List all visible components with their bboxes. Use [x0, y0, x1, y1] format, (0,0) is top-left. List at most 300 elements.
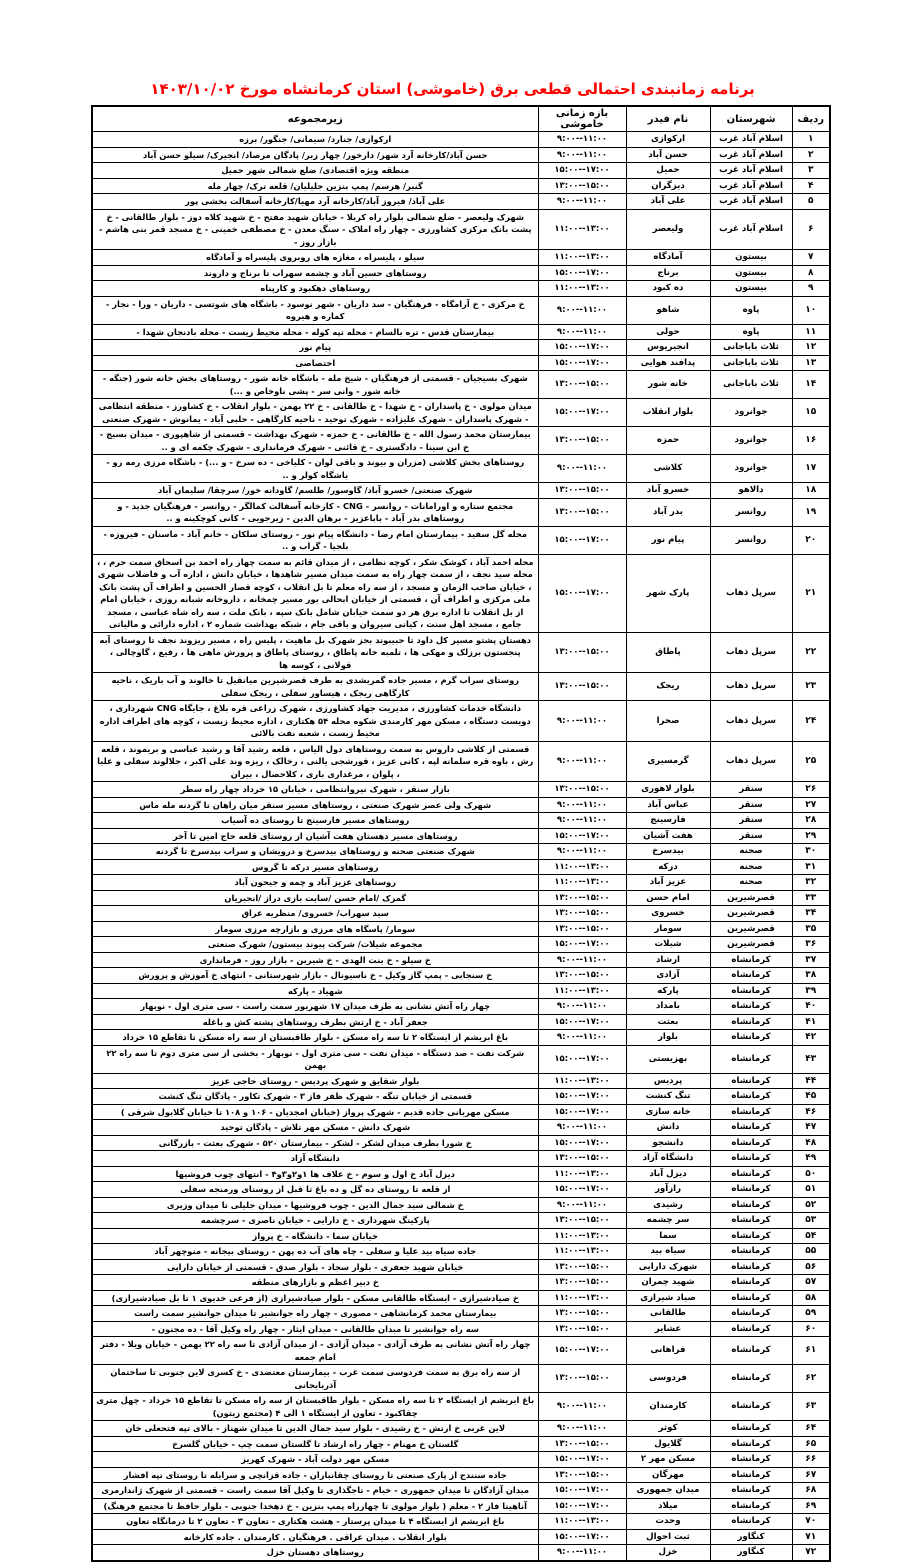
time-range-cell: ۱۱:۰۰--۱۳:۰۰	[538, 875, 626, 891]
county-cell: اسلام آباد غرب	[710, 209, 792, 250]
county-cell: جوانرود	[710, 455, 792, 483]
county-cell: کرمانشاه	[710, 1228, 792, 1244]
table-row	[92, 209, 830, 250]
county-cell: کرمانشاه	[710, 1321, 792, 1337]
subdivision-cell: باغ ابریشم از ایستگاه ۴ تا میدان پرستار - هشت هکتاری - تعاون ۳ - تعاون ۲ تا درمانگاه تعاون	[92, 1514, 538, 1530]
subdivision-cell: لاین غربی خ ارتش - خ رشیدی - بلوار سید جمال الدین تا میدان شهناز - بالای تپه فتحعلی خان	[92, 1421, 538, 1437]
county-cell: کرمانشاه	[710, 1135, 792, 1151]
subdivision-cell: شهرک دانش - مسکن مهر تلاش - پادگان توحید	[92, 1120, 538, 1136]
subdivision-cell: پیام نور	[92, 340, 538, 356]
row-number-cell: ۴۲	[792, 1030, 830, 1046]
row-number-cell: ۳۹	[792, 983, 830, 999]
county-cell: کرمانشاه	[710, 1259, 792, 1275]
time-range-cell: ۱۱:۰۰--۱۳:۰۰	[538, 983, 626, 999]
feeder-cell: پارک شهر	[626, 554, 710, 632]
table-row	[92, 1452, 830, 1468]
subdivision-cell: قسمتی از خیابان تنگه - شهرک ظفر فاز ۳ - شهرک تکاور - پادگان تنگ کنشت	[92, 1089, 538, 1105]
row-number-cell: ۴۶	[792, 1104, 830, 1120]
row-number-cell: ۳۰	[792, 844, 830, 860]
subdivision-cell: قسمتی از کلاشی داروس به سمت روستاهای دول الیاس ، قلعه رشید آقا و رشید عباسی و بریموند ، قلعه رش ، باوه قره سلمانه لپه ، کانی عزیز ، قورشجی یالنی ، رخالک ، ریزه وند علی اکبر ، جلالوند سفلی و علیا ، پلوان ، مرغداری باری ، کلاحصال ، بیران	[92, 741, 538, 782]
county-cell: صحنه	[710, 859, 792, 875]
feeder-cell: سیاه بید	[626, 1244, 710, 1260]
row-number-cell: ۴۹	[792, 1151, 830, 1167]
time-range-cell: ۱۱:۰۰--۱۳:۰۰	[538, 1244, 626, 1260]
county-cell: روانسر	[710, 498, 792, 526]
feeder-cell: شهرک دارایی	[626, 1259, 710, 1275]
table-row	[92, 952, 830, 968]
subdivision-cell: خ سیلو - خ بنت الهدی - خ شیرین - بازار روز - فرمانداری	[92, 952, 538, 968]
time-range-cell: ۱۳:۰۰--۱۵:۰۰	[538, 427, 626, 455]
row-number-cell: ۵۱	[792, 1182, 830, 1198]
row-number-cell: ۳۶	[792, 937, 830, 953]
time-range-cell: ۹:۰۰--۱۱:۰۰	[538, 741, 626, 782]
feeder-cell: صحرا	[626, 701, 710, 742]
row-number-cell: ۵۴	[792, 1228, 830, 1244]
county-cell: کرمانشاه	[710, 1213, 792, 1229]
column-header-subdivision: زیرمجموعه	[92, 106, 538, 132]
row-number-cell: ۸	[792, 265, 830, 281]
subdivision-cell: بازار سنقر ، شهرک نیروانتظامی ، خیابان ۱۵ خرداد چهار راه سطر	[92, 782, 538, 798]
time-range-cell: ۹:۰۰--۱۱:۰۰	[538, 1421, 626, 1437]
county-cell: ثلاث باباجانی	[710, 340, 792, 356]
table-row	[92, 132, 830, 148]
feeder-cell: سر چشمه	[626, 1213, 710, 1229]
row-number-cell: ۳۴	[792, 906, 830, 922]
row-number-cell: ۶۰	[792, 1321, 830, 1337]
feeder-cell: شیلات	[626, 937, 710, 953]
table-row	[92, 498, 830, 526]
time-range-cell: ۱۳:۰۰--۱۵:۰۰	[538, 782, 626, 798]
time-range-cell: ۱۵:۰۰--۱۷:۰۰	[538, 1014, 626, 1030]
table-row	[92, 1259, 830, 1275]
county-cell: پاوه	[710, 296, 792, 324]
row-number-cell: ۴۱	[792, 1014, 830, 1030]
county-cell: کرمانشاه	[710, 983, 792, 999]
county-cell: اسلام آباد غرب	[710, 132, 792, 148]
subdivision-cell: جعفر آباد - خ ارتش بطرف روستاهای پشته کش و باغله	[92, 1014, 538, 1030]
time-range-cell: ۱۵:۰۰--۱۷:۰۰	[538, 1452, 626, 1468]
table-row	[92, 875, 830, 891]
table-row	[92, 1467, 830, 1483]
row-number-cell: ۳۵	[792, 921, 830, 937]
table-row	[92, 296, 830, 324]
table-row	[92, 194, 830, 210]
feeder-cell: مهرگان	[626, 1467, 710, 1483]
table-row	[92, 1045, 830, 1073]
subdivision-cell: خ شورا بطرف میدان لشکر - لشکر - بیمارستان ۵۲۰ - شهرک بعثت - بازرگانی	[92, 1135, 538, 1151]
table-row	[92, 399, 830, 427]
table-row	[92, 1483, 830, 1499]
county-cell: کرمانشاه	[710, 1290, 792, 1306]
time-range-cell: ۹:۰۰--۱۱:۰۰	[538, 797, 626, 813]
feeder-cell: بلوار انقلاب	[626, 399, 710, 427]
feeder-cell: رشیدی	[626, 1197, 710, 1213]
time-range-cell: ۱۳:۰۰--۱۵:۰۰	[538, 1365, 626, 1393]
row-number-cell: ۵۶	[792, 1259, 830, 1275]
county-cell: سرپل ذهاب	[710, 701, 792, 742]
time-range-cell: ۹:۰۰--۱۱:۰۰	[538, 701, 626, 742]
row-number-cell: ۲۹	[792, 828, 830, 844]
time-range-cell: ۹:۰۰--۱۱:۰۰	[538, 999, 626, 1015]
county-cell: کرمانشاه	[710, 1483, 792, 1499]
row-number-cell: ۶۵	[792, 1436, 830, 1452]
time-range-cell: ۱۵:۰۰--۱۷:۰۰	[538, 1089, 626, 1105]
table-row	[92, 178, 830, 194]
feeder-cell: پدافند هوایی	[626, 355, 710, 371]
table-row	[92, 890, 830, 906]
time-range-cell: ۱۱:۰۰--۱۳:۰۰	[538, 1290, 626, 1306]
county-cell: سنقر	[710, 813, 792, 829]
county-cell: کرمانشاه	[710, 1393, 792, 1421]
row-number-cell: ۱۵	[792, 399, 830, 427]
subdivision-cell: شهرک صنعتی صحنه و روستاهای بیدسرخ و درویشان و سراب بیدسرخ تا گردنه	[92, 844, 538, 860]
feeder-cell: صیاد شیرازی	[626, 1290, 710, 1306]
subdivision-cell: جاده سیاه بید علیا و سفلی - چاه های آب ده پهن - روستای بیجانه - منوچهر آباد	[92, 1244, 538, 1260]
time-range-cell: ۹:۰۰--۱۱:۰۰	[538, 844, 626, 860]
subdivision-cell: دانشگاه خدمات کشاورزی ، مدیریت جهاد کشاورزی ، شهرک زراعی قره بلاغ ، جایگاه CNG شهرداری ، دویست دستگاه ، مسکن مهر کارمندی شکوه محله ۵۴ هکتاری ، اداره محیط زیست ، کوچه های اطراف اداره محیط زیست ، شعبه نفت بالائی	[92, 701, 538, 742]
county-cell: کرمانشاه	[710, 952, 792, 968]
table-row	[92, 483, 830, 499]
subdivision-cell: مجموعه شیلات/ شرکت پیوند بیستون/ شهرک صنعتی	[92, 937, 538, 953]
table-row	[92, 673, 830, 701]
feeder-cell: آمادگاه	[626, 250, 710, 266]
row-number-cell: ۳۳	[792, 890, 830, 906]
feeder-cell: رازآور	[626, 1182, 710, 1198]
row-number-cell: ۱۰	[792, 296, 830, 324]
table-row	[92, 859, 830, 875]
time-range-cell: ۱۱:۰۰--۱۳:۰۰	[538, 209, 626, 250]
county-cell: کرمانشاه	[710, 1365, 792, 1393]
row-number-cell: ۵۵	[792, 1244, 830, 1260]
subdivision-cell: شرکت نفت - صد دستگاه - میدان نفت - سی متری اول - نوبهار - بخشی از سی متری دوم تا سه راه ۲۲ بهمن	[92, 1045, 538, 1073]
table-row	[92, 1073, 830, 1089]
time-range-cell: ۹:۰۰--۱۱:۰۰	[538, 1393, 626, 1421]
county-cell: کرمانشاه	[710, 1514, 792, 1530]
county-cell: کرمانشاه	[710, 1197, 792, 1213]
time-range-cell: ۱۳:۰۰--۱۵:۰۰	[538, 1321, 626, 1337]
table-row	[92, 554, 830, 632]
column-header-county: شهرستان	[710, 106, 792, 132]
county-cell: صحنه	[710, 844, 792, 860]
row-number-cell: ۲۲	[792, 632, 830, 673]
table-row	[92, 937, 830, 953]
subdivision-cell: منطقه ویژه اقتصادی/ ضلع شمالی شهر حمیل	[92, 163, 538, 179]
feeder-cell: بلوار لاهوری	[626, 782, 710, 798]
feeder-cell: ده کبود	[626, 281, 710, 297]
subdivision-cell: سومار/ پاسگاه های مرزی و بازارچه مرزی سومار	[92, 921, 538, 937]
feeder-cell: پردیس	[626, 1073, 710, 1089]
subdivision-cell: خ مرکزی - خ آرامگاه - فرهنگیان - سد داریان - شهر نوسود - باشگاه های شوتسی - داریان - ورا - نجار - کماره و هیروه	[92, 296, 538, 324]
county-cell: سرپل ذهاب	[710, 673, 792, 701]
feeder-cell: ثبت احوال	[626, 1529, 710, 1545]
subdivision-cell: دیزل آباد خ اول و سوم - خ علاف ها ۱و۲و۳و۴ - انتهای چوب فروشیها	[92, 1166, 538, 1182]
feeder-cell: طالقانی	[626, 1306, 710, 1322]
table-row	[92, 1436, 830, 1452]
subdivision-cell: ارکوازی/ جنارد/ سیمانی/ جنگور/ برزه	[92, 132, 538, 148]
row-number-cell: ۳۲	[792, 875, 830, 891]
row-number-cell: ۴۴	[792, 1073, 830, 1089]
feeder-cell: علی آباد	[626, 194, 710, 210]
row-number-cell: ۱۸	[792, 483, 830, 499]
row-number-cell: ۳	[792, 163, 830, 179]
county-cell: کرمانشاه	[710, 1275, 792, 1291]
subdivision-cell: بلوار شقایق و شهرک پردیس - روستای حاجی عزیز	[92, 1073, 538, 1089]
row-number-cell: ۶۲	[792, 1365, 830, 1393]
table-row	[92, 355, 830, 371]
row-number-cell: ۴	[792, 178, 830, 194]
feeder-cell: میدان جمهوری	[626, 1483, 710, 1499]
county-cell: کرمانشاه	[710, 1151, 792, 1167]
row-number-cell: ۳۷	[792, 952, 830, 968]
feeder-cell: ولیعصر	[626, 209, 710, 250]
subdivision-cell: خ دبیر اعظم و بازارهای منطقه	[92, 1275, 538, 1291]
time-range-cell: ۱۱:۰۰--۱۳:۰۰	[538, 281, 626, 297]
feeder-cell: بلوار	[626, 1030, 710, 1046]
county-cell: کرمانشاه	[710, 1045, 792, 1073]
row-number-cell: ۵۲	[792, 1197, 830, 1213]
county-cell: کرمانشاه	[710, 1089, 792, 1105]
table-row	[92, 265, 830, 281]
time-range-cell: ۹:۰۰--۱۱:۰۰	[538, 813, 626, 829]
county-cell: قصرشیرین	[710, 937, 792, 953]
feeder-cell: خسرو آباد	[626, 483, 710, 499]
subdivision-cell: روستاهای حسین آباد و چشمه سهراب تا برناج و داروند	[92, 265, 538, 281]
table-row	[92, 1421, 830, 1437]
time-range-cell: ۹:۰۰--۱۱:۰۰	[538, 1197, 626, 1213]
feeder-cell: پیام نور	[626, 526, 710, 554]
subdivision-cell: اختصاصی	[92, 355, 538, 371]
row-number-cell: ۴۷	[792, 1120, 830, 1136]
county-cell: صحنه	[710, 875, 792, 891]
county-cell: کرمانشاه	[710, 1104, 792, 1120]
subdivision-cell: باغ ابریشم از ایستگاه ۲ تا سه راه مسکن - بلوار طاقبستان از سه راه مسکن تا تقاطع ۱۵ خرداد	[92, 1030, 538, 1046]
feeder-cell: عشایر	[626, 1321, 710, 1337]
feeder-cell: خانه سازی	[626, 1104, 710, 1120]
table-row	[92, 1089, 830, 1105]
time-range-cell: ۱۳:۰۰--۱۵:۰۰	[538, 371, 626, 399]
table-row	[92, 1529, 830, 1545]
subdivision-cell: چهار راه آتش نشانی به طرف آزادی - میدان آزادی - از میدان آزادی تا سه راه ۲۲ بهمن - خیابان ویلا - دفتر امام جمعه	[92, 1337, 538, 1365]
subdivision-cell: میدان آزادگان تا میدان جمهوری - خیام - تاجگذاری تا وکیل آقا سمت راست - قسمتی از شهرک ژاندارمری	[92, 1483, 538, 1499]
table-row	[92, 1306, 830, 1322]
subdivision-cell: خ سنجابی - پمپ گاز وکیل - خ ناسیونال - بازار شهرستانی - انتهای خ آموزش و پرورش	[92, 968, 538, 984]
time-range-cell: ۹:۰۰--۱۱:۰۰	[538, 296, 626, 324]
county-cell: قصرشیرین	[710, 890, 792, 906]
subdivision-cell: محله گل سفید - بیمارستان امام رضا - دانشگاه پیام نور - روستای سلکان - خانم آباد - ماسنان - فیروزه - بلجیا - گراب و ..	[92, 526, 538, 554]
feeder-cell: پاطاق	[626, 632, 710, 673]
county-cell: کرمانشاه	[710, 1467, 792, 1483]
row-number-cell: ۴۸	[792, 1135, 830, 1151]
table-row	[92, 999, 830, 1015]
row-number-cell: ۷۰	[792, 1514, 830, 1530]
feeder-cell: انجیریوس	[626, 340, 710, 356]
feeder-cell: فارسینج	[626, 813, 710, 829]
row-number-cell: ۶۶	[792, 1452, 830, 1468]
county-cell: کرمانشاه	[710, 1120, 792, 1136]
subdivision-cell: روستای سراب گرم ، مسیر جاده گمریشدی به طرف قصرشیرین میانقیل تا خالوند و آب باریک ، ناحیه کارگاهی ریجک ، هیساور سفلی ، ریجک سفلی	[92, 673, 538, 701]
row-number-cell: ۱۲	[792, 340, 830, 356]
county-cell: کرمانشاه	[710, 1436, 792, 1452]
feeder-cell: تنگ کنشت	[626, 1089, 710, 1105]
feeder-cell: سومار	[626, 921, 710, 937]
header-row	[92, 106, 830, 132]
row-number-cell: ۱۳	[792, 355, 830, 371]
feeder-cell: ریجک	[626, 673, 710, 701]
table-row	[92, 1120, 830, 1136]
county-cell: کرمانشاه	[710, 1073, 792, 1089]
subdivision-cell: خ شمالی سید جمال الدین - چوب فروشیها - میدان جلیلی تا میدان وزیری	[92, 1197, 538, 1213]
table-row	[92, 1213, 830, 1229]
time-range-cell: ۱۵:۰۰--۱۷:۰۰	[538, 1135, 626, 1151]
time-range-cell: ۱۱:۰۰--۱۳:۰۰	[538, 859, 626, 875]
feeder-cell: دانش	[626, 1120, 710, 1136]
time-range-cell: ۱۵:۰۰--۱۷:۰۰	[538, 163, 626, 179]
row-number-cell: ۵۰	[792, 1166, 830, 1182]
time-range-cell: ۱۳:۰۰--۱۵:۰۰	[538, 890, 626, 906]
county-cell: سرپل ذهاب	[710, 741, 792, 782]
row-number-cell: ۲۴	[792, 701, 830, 742]
row-number-cell: ۵۸	[792, 1290, 830, 1306]
table-row	[92, 1337, 830, 1365]
subdivision-cell: علی آباد/ فیروز آباد/کارخانه آرد مهیا/کارخانه آسفالت بخشی پور	[92, 194, 538, 210]
feeder-cell: حسن آباد	[626, 147, 710, 163]
table-row	[92, 1030, 830, 1046]
subdivision-cell: حسن آباد/کارخانه آرد شهر/ دارخور/ چهار زبر/ پادگان مرصاد/ انجیرک/ سیلو حسن آباد	[92, 147, 538, 163]
county-cell: کرمانشاه	[710, 1014, 792, 1030]
table-row	[92, 1545, 830, 1561]
county-cell: جوانرود	[710, 399, 792, 427]
county-cell: کرمانشاه	[710, 1337, 792, 1365]
county-cell: کرمانشاه	[710, 1166, 792, 1182]
feeder-cell: امام حسن	[626, 890, 710, 906]
row-number-cell: ۶۷	[792, 1467, 830, 1483]
table-row	[92, 1498, 830, 1514]
subdivision-cell: شهرک ولی عصر شهرک صنعتی ، روستاهای مسیر سنقر میان راهان تا گردنه مله ماس	[92, 797, 538, 813]
county-cell: اسلام آباد غرب	[710, 178, 792, 194]
subdivision-cell: چهار راه آتش نشانی به طرف میدان ۱۷ شهریور سمت راست - سی متری اول - نوبهار	[92, 999, 538, 1015]
page-title: برنامه زمانبندی احتمالی قطعی برق (خاموشی) استان کرمانشاه مورخ ۱۴۰۳/۱۰/۰۲	[150, 80, 755, 98]
time-range-cell: ۹:۰۰--۱۱:۰۰	[538, 1030, 626, 1046]
feeder-cell: سما	[626, 1228, 710, 1244]
time-range-cell: ۱۳:۰۰--۱۵:۰۰	[538, 1151, 626, 1167]
county-cell: کرمانشاه	[710, 1182, 792, 1198]
feeder-cell: شهید چمران	[626, 1275, 710, 1291]
time-range-cell: ۱۳:۰۰--۱۵:۰۰	[538, 1306, 626, 1322]
subdivision-cell: مسکن مهربانی جاده قدیم - شهرک پرواز (خیابان امجدیان - ۱۰۶ و ۱۰۸ تا خیابان گلایول شرقی )	[92, 1104, 538, 1120]
county-cell: بیستون	[710, 281, 792, 297]
table-row	[92, 844, 830, 860]
table-row	[92, 1275, 830, 1291]
table-row	[92, 427, 830, 455]
county-cell: اسلام آباد غرب	[710, 194, 792, 210]
county-cell: کرمانشاه	[710, 1498, 792, 1514]
row-number-cell: ۲	[792, 147, 830, 163]
table-row	[92, 782, 830, 798]
county-cell: کرمانشاه	[710, 999, 792, 1015]
row-number-cell: ۵۹	[792, 1306, 830, 1322]
row-number-cell: ۶۸	[792, 1483, 830, 1499]
subdivision-cell: آناهیتا فاز ۲ - معلم ( بلوار مولوی تا چهارراه پمپ بنزین - خ دهخدا جنوبی - بلوار حافظ تا مجتمع فرهنگ)	[92, 1498, 538, 1514]
table-row	[92, 340, 830, 356]
table-row	[92, 1365, 830, 1393]
subdivision-cell: محله احمد آباد ، کوشک شکر ، کوچه نظامی ، از میدان قائم به سمت چهار راه احمد بن اسحاق سمت حرم ، ، محله سید نجف ، از سمت چهار راه به سمت میدان مسیر شاهدها ، خیابان دانش ، اداره آب و فاضلاب شهری ، خیابان صاحب الزمان و مسجد ، از سه راه معلم تا بل انقلاب ، کوچه قصار الحسین و اطراف آن پشت بانک ملی مرکزی و اطراف آن ، قسمتی از خیابان ابحالی بور مسیر چمخانه ، داروخانه شبانه روزی ، خیابان امام از بل انقلاب تا اداره برق هر دو سمت خیابان شامل بانک سپه ، بانک ملت ، سه راه شاه عباسی ، مسجد جامع ، مسجد اهل سنت ، کیانی سیروان و باقی جام ، شبکه بهداشت شماره ۲ ، اداره دارائی و مالیاتی	[92, 554, 538, 632]
column-header-row-number: ردیف	[792, 106, 830, 132]
feeder-cell: دانشگاه آزاد	[626, 1151, 710, 1167]
time-range-cell: ۱۳:۰۰--۱۵:۰۰	[538, 1467, 626, 1483]
time-range-cell: ۱۳:۰۰--۱۵:۰۰	[538, 673, 626, 701]
subdivision-cell: روستاهای بخش کلاشی (مزران و بیوند و باقی لوان - کلیاخی - ده سرخ - و ...) - باشگاه مرزی رمه رو - باشگاه کولر و ..	[92, 455, 538, 483]
feeder-cell: دانشجو	[626, 1135, 710, 1151]
row-number-cell: ۲۰	[792, 526, 830, 554]
table-row	[92, 1321, 830, 1337]
county-cell: قصرشیرین	[710, 921, 792, 937]
row-number-cell: ۵۷	[792, 1275, 830, 1291]
table-row	[92, 147, 830, 163]
row-number-cell: ۷	[792, 250, 830, 266]
feeder-cell: عباس آباد	[626, 797, 710, 813]
subdivision-cell: بلوار انقلاب . میدان عراقی . فرهنگیان . کارمندان . جاده کارخانه	[92, 1529, 538, 1545]
time-range-cell: ۱۳:۰۰--۱۵:۰۰	[538, 483, 626, 499]
subdivision-cell: روستاهای دهکبود و کارپناه	[92, 281, 538, 297]
row-number-cell: ۷۲	[792, 1545, 830, 1561]
county-cell: کرمانشاه	[710, 1421, 792, 1437]
time-range-cell: ۱۳:۰۰--۱۵:۰۰	[538, 178, 626, 194]
time-range-cell: ۱۱:۰۰--۱۳:۰۰	[538, 250, 626, 266]
row-number-cell: ۱۷	[792, 455, 830, 483]
row-number-cell: ۲۱	[792, 554, 830, 632]
feeder-cell: بهزیستی	[626, 1045, 710, 1073]
county-cell: کرمانشاه	[710, 1452, 792, 1468]
table-row	[92, 163, 830, 179]
subdivision-cell: شهرک صنعتی/ خسرو آباد/ گاوسور/ طلسم/ گاودانه خور/ سرچقا/ سلیمان آباد	[92, 483, 538, 499]
row-number-cell: ۶۳	[792, 1393, 830, 1421]
time-range-cell: ۹:۰۰--۱۱:۰۰	[538, 324, 626, 340]
row-number-cell: ۱۹	[792, 498, 830, 526]
county-cell: سنقر	[710, 828, 792, 844]
feeder-cell: بدر آباد	[626, 498, 710, 526]
table-row	[92, 983, 830, 999]
subdivision-cell: گنبر/ هرسم/ پمپ بنزین جلیلیان/ قلعه ترک/ چهار مله	[92, 178, 538, 194]
feeder-cell: بیدسرخ	[626, 844, 710, 860]
row-number-cell: ۶	[792, 209, 830, 250]
table-row	[92, 797, 830, 813]
time-range-cell: ۱۵:۰۰--۱۷:۰۰	[538, 828, 626, 844]
outage-table-body	[92, 132, 830, 1561]
subdivision-cell: شهرک بسیجیان - قسمتی از فرهنگیان - شیخ مله - باشگاه خانه شور - روستاهای بخش خانه شور (جنگه - خانه شور - وانی سر - پشی ناوخاص و ...)	[92, 371, 538, 399]
county-cell: سرپل ذهاب	[710, 554, 792, 632]
table-row	[92, 324, 830, 340]
row-number-cell: ۴۵	[792, 1089, 830, 1105]
feeder-cell: دیزگران	[626, 178, 710, 194]
subdivision-cell: از سه راه برق به سمت فردوسی سمت غرب - بیمارستان معتضدی - خ کسری لاین جنوبی تا ساختمان آذربایجانی	[92, 1365, 538, 1393]
time-range-cell: ۱۵:۰۰--۱۷:۰۰	[538, 1045, 626, 1073]
county-cell: جوانرود	[710, 427, 792, 455]
time-range-cell: ۱۱:۰۰--۱۳:۰۰	[538, 1514, 626, 1530]
feeder-cell: بعثت	[626, 1014, 710, 1030]
time-range-cell: ۹:۰۰--۱۱:۰۰	[538, 147, 626, 163]
time-range-cell: ۱۵:۰۰--۱۷:۰۰	[538, 1483, 626, 1499]
county-cell: سنقر	[710, 797, 792, 813]
feeder-cell: کوثر	[626, 1421, 710, 1437]
table-row	[92, 968, 830, 984]
time-range-cell: ۱۳:۰۰--۱۵:۰۰	[538, 1213, 626, 1229]
row-number-cell: ۱	[792, 132, 830, 148]
time-range-cell: ۱۱:۰۰--۱۳:۰۰	[538, 1073, 626, 1089]
feeder-cell: میلاد	[626, 1498, 710, 1514]
time-range-cell: ۱۵:۰۰--۱۷:۰۰	[538, 355, 626, 371]
county-cell: سنقر	[710, 782, 792, 798]
county-cell: قصرشیرین	[710, 906, 792, 922]
